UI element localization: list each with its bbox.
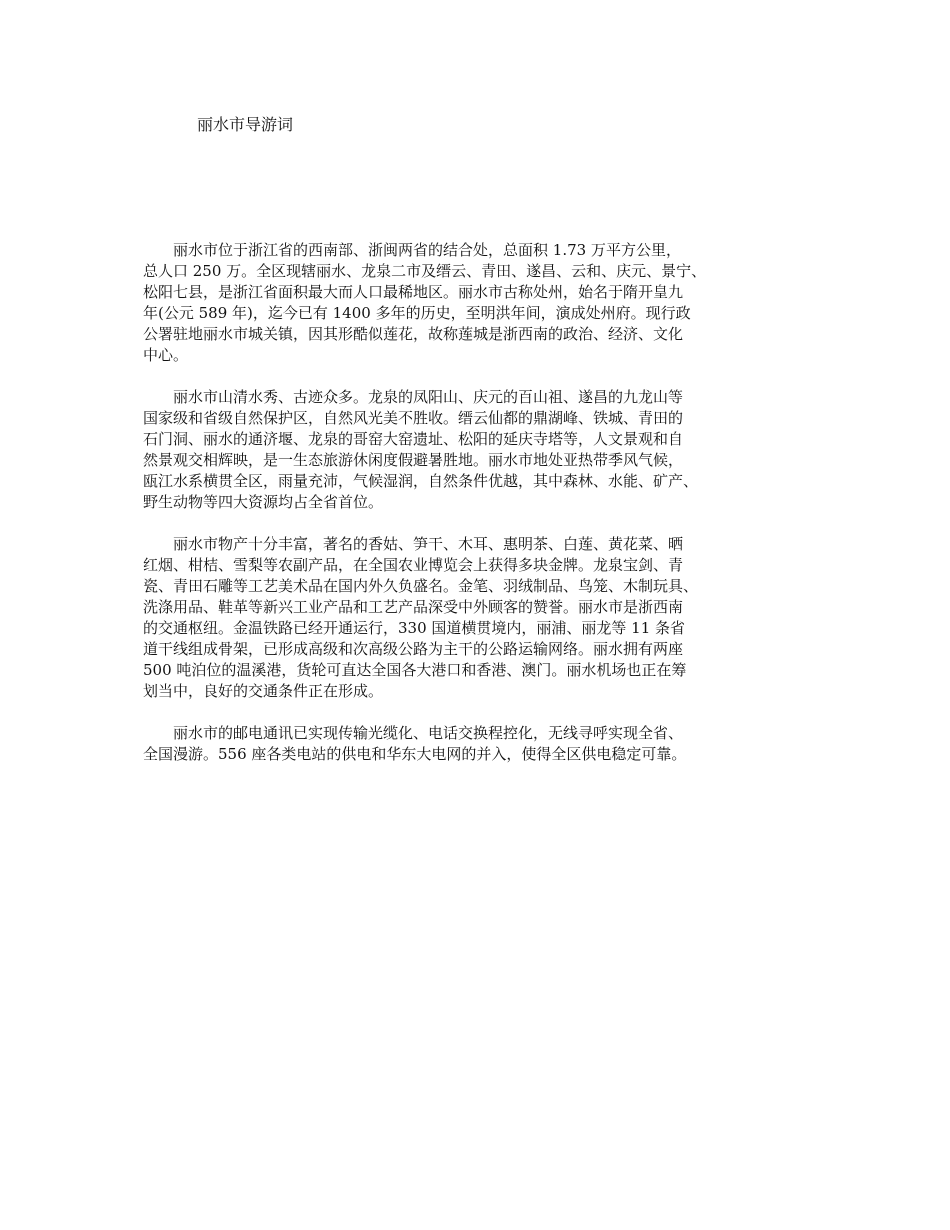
text-line: 野生动物等四大资源均占全省首位。 (143, 493, 384, 511)
text-line: 石门洞、丽水的通济堰、龙泉的哥窑大窑遗址、松阳的延庆寺塔等，人文景观和自 (143, 430, 684, 448)
text-line: 松阳七县，是浙江省面积最大而人口最稀地区。丽水市古称处州，始名于隋开皇九 (143, 283, 684, 301)
text-line: 全国漫游。556 座各类电站的供电和华东大电网的并入，使得全区供电稳定可靠。 (143, 745, 687, 763)
paragraph-gap (143, 702, 828, 723)
text-line: 然景观交相辉映，是一生态旅游休闲度假避暑胜地。丽水市地处亚热带季风气候， (143, 451, 684, 469)
paragraph-gap (143, 513, 828, 534)
text-line: 瓯江水系横贯全区，雨量充沛，气候湿润，自然条件优越，其中森林、水能、矿产、 (143, 472, 699, 490)
text-line: 洗涤用品、鞋革等新兴工业产品和工艺产品深受中外顾客的赞誉。丽水市是浙西南 (143, 598, 684, 616)
paragraph-gap (143, 366, 828, 387)
document-title: 丽水市导游词 (197, 115, 294, 134)
text-line: 年(公元 589 年)，迄今已有 1400 多年的历史，至明洪年间，演成处州府。现行政 (143, 304, 691, 322)
text-line: 丽水市山清水秀、古迹众多。龙泉的凤阳山、庆元的百山祖、遂昌的九龙山等 (143, 388, 684, 406)
paragraph-products-transport (143, 534, 828, 702)
text-line: 丽水市的邮电通讯已实现传输光缆化、电话交换程控化，无线寻呼实现全省、 (143, 724, 684, 742)
text-line: 公署驻地丽水市城关镇，因其形酷似莲花，故称莲城是浙西南的政治、经济、文化 (143, 325, 684, 343)
text-line: 中心。 (143, 346, 189, 364)
paragraph-scenery (143, 387, 828, 513)
text-line: 道干线组成骨架，已形成高级和次高级公路为主干的公路运输网络。丽水拥有两座 (143, 640, 684, 658)
text-line: 500 吨泊位的温溪港，货轮可直达全国各大港口和香港、澳门。丽水机场也正在筹 (143, 661, 687, 679)
text-line: 的交通枢纽。金温铁路已经开通运行，330 国道横贯境内，丽浦、丽龙等 11 条省 (143, 619, 686, 637)
text-line: 划当中，良好的交通条件正在形成。 (143, 682, 384, 700)
text-line: 国家级和省级自然保护区，自然风光美不胜收。缙云仙都的鼎湖峰、铁城、青田的 (143, 409, 684, 427)
text-line: 红烟、柑桔、雪梨等农副产品，在全国农业博览会上获得多块金牌。龙泉宝剑、青 (143, 556, 684, 574)
text-line: 丽水市位于浙江省的西南部、浙闽两省的结合处，总面积 1.73 万平方公里， (143, 241, 681, 259)
text-line: 瓷、青田石雕等工艺美术品在国内外久负盛名。金笔、羽绒制品、鸟笼、木制玩具、 (143, 577, 699, 595)
paragraph-telecom-power (143, 723, 828, 765)
document-body (143, 240, 828, 765)
paragraph-location (143, 240, 828, 366)
text-line: 总人口 250 万。全区现辖丽水、龙泉二市及缙云、青田、遂昌、云和、庆元、景宁、 (143, 262, 707, 280)
text-line: 丽水市物产十分丰富，著名的香姑、笋干、木耳、惠明茶、白莲、黄花菜、晒 (143, 535, 684, 553)
